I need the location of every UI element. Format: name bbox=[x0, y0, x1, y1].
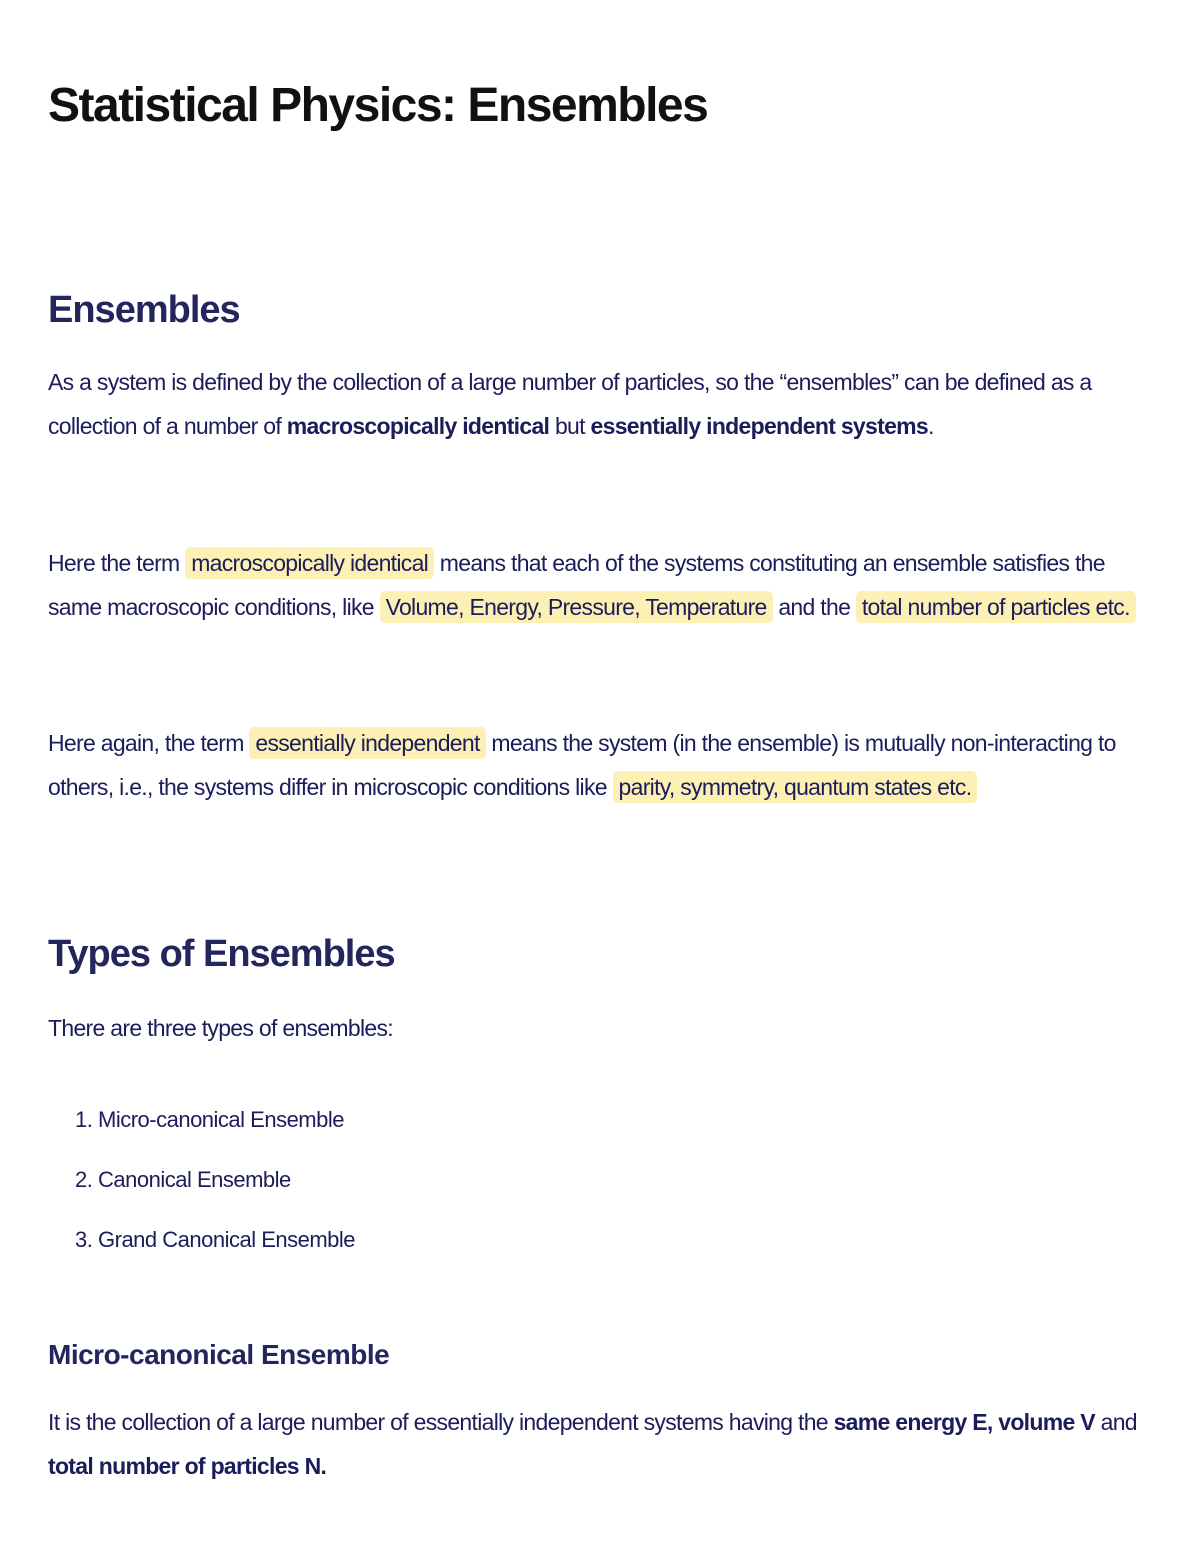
text-run: As a system is defined by the collection of a large number of particles, so the “ensembles” can be defined as a collection of a number of bbox=[48, 369, 1092, 439]
section-heading-ensembles: Ensembles bbox=[48, 289, 240, 331]
text-run: means the system (in the ensemble) is mutually non-interacting to others, i.e., the systems differ in microscopic conditions like bbox=[48, 730, 1116, 800]
paragraph-essentially-independent bbox=[48, 721, 1154, 809]
text-run: and the bbox=[772, 594, 856, 620]
section-heading-types: Types of Ensembles bbox=[48, 933, 395, 975]
highlighted-term: Volume, Energy, Pressure, Temperature bbox=[380, 591, 773, 623]
highlighted-term: essentially independent bbox=[249, 727, 485, 759]
paragraph-micro-canonical bbox=[48, 1400, 1154, 1488]
text-run: Here the term bbox=[48, 550, 186, 576]
page-title: Statistical Physics: Ensembles bbox=[48, 79, 708, 132]
list-item: 1. Micro-canonical Ensemble bbox=[98, 1098, 355, 1158]
text-run: but bbox=[549, 413, 591, 439]
text-run: means that each of the systems constituting an ensemble satisfies the same macroscopic conditions, like bbox=[48, 550, 1105, 620]
types-intro: There are three types of ensembles: bbox=[48, 1015, 393, 1041]
bold-term: total number of particles N. bbox=[48, 1453, 327, 1479]
paragraph-ensembles-definition bbox=[48, 360, 1154, 448]
paragraph-macroscopically-identical bbox=[48, 541, 1154, 629]
highlighted-term: macroscopically identical bbox=[185, 547, 434, 579]
bold-term: same energy E, volume V bbox=[833, 1409, 1095, 1435]
text-run: . bbox=[928, 413, 934, 439]
bold-term: macroscopically identical bbox=[286, 413, 550, 439]
highlighted-term: total number of particles etc. bbox=[856, 591, 1136, 623]
text-run: It is the collection of a large number of essentially independent systems having the bbox=[48, 1409, 834, 1435]
text-run: Here again, the term bbox=[48, 730, 250, 756]
highlighted-term: parity, symmetry, quantum states etc. bbox=[613, 771, 978, 803]
list-item: 2. Canonical Ensemble bbox=[98, 1158, 355, 1218]
bold-term: essentially independent systems bbox=[590, 413, 929, 439]
list-item: 3. Grand Canonical Ensemble bbox=[98, 1218, 355, 1278]
section-heading-micro-canonical: Micro-canonical Ensemble bbox=[48, 1339, 390, 1370]
text-run: and bbox=[1094, 1409, 1137, 1435]
ensemble-types-list bbox=[48, 1098, 355, 1278]
